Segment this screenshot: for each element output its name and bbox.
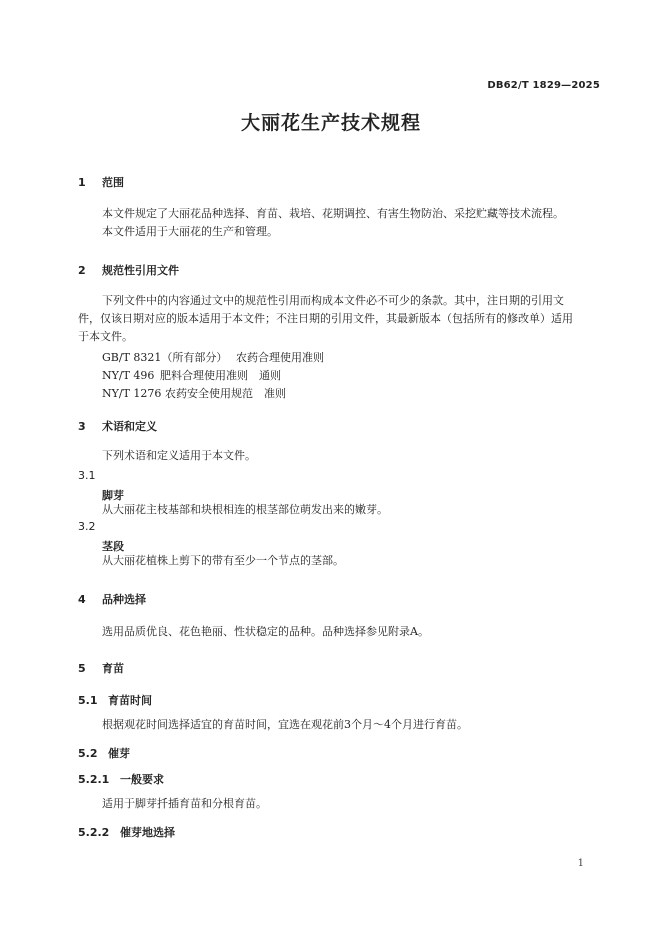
section-1-heading: [78, 174, 124, 190]
section-title: 术语和定义: [102, 420, 157, 433]
term-number: 3.1: [78, 469, 96, 482]
section-5-heading: [78, 660, 124, 676]
document-title: 大丽花生产技术规程: [240, 112, 421, 134]
subsection-5-2-1-heading: [78, 771, 164, 787]
section-title: 规范性引用文件: [102, 264, 179, 277]
reference-item: [102, 349, 324, 365]
term-number: 3.2: [78, 520, 96, 533]
section-2-heading: [78, 262, 179, 278]
reference-item: [102, 385, 286, 401]
paragraph: 适用于脚芽扦插育苗和分根育苗。: [102, 797, 267, 810]
section-number: 5.2.1: [78, 773, 110, 786]
reference-name: 农药合理使用准则: [236, 351, 324, 364]
section-number: 3: [78, 420, 86, 433]
section-title: 范围: [102, 176, 124, 189]
section-number: 5.1: [78, 694, 98, 707]
section-4-heading: [78, 591, 146, 607]
section-number: 4: [78, 593, 86, 606]
paragraph: 选用品质优良、花色艳丽、性状稳定的品种。品种选择参见附录A。: [102, 625, 429, 638]
standard-code: DB62/T 1829—2025: [487, 80, 600, 91]
section-title: 催芽: [108, 747, 130, 760]
paragraph: 本文件规定了大丽花品种选择、育苗、栽培、花期调控、有害生物防治、采挖贮藏等技术流程。: [102, 207, 564, 220]
reference-code: NY/T 496: [102, 369, 155, 382]
reference-name: 肥料合理使用准则 通则: [160, 369, 281, 382]
reference-item: [102, 367, 281, 383]
section-number: 2: [78, 264, 86, 277]
section-number: 5: [78, 662, 86, 675]
reference-code: GB/T 8321（所有部分）: [102, 351, 228, 364]
paragraph: 下列文件中的内容通过文中的规范性引用而构成本文件必不可少的条款。其中，注日期的引用文件，仅该日期对应的版本适用于本文件；不注日期的引用文件，其最新版本（包括所有的修改单）适用于本文件。: [78, 294, 573, 343]
term-name: 茎段: [102, 540, 124, 553]
paragraph: 根据观花时间选择适宜的育苗时间，宜选在观花前3个月～4个月进行育苗。: [102, 718, 468, 731]
subsection-5-2-heading: [78, 745, 130, 761]
section-3-heading: [78, 418, 157, 434]
section-title: 催芽地选择: [120, 826, 175, 839]
section-title: 育苗时间: [108, 694, 152, 707]
reference-name: 农药安全使用规范 准则: [165, 387, 286, 400]
term-name: 脚芽: [102, 489, 124, 502]
section-number: 1: [78, 176, 86, 189]
paragraph: 本文件适用于大丽花的生产和管理。: [102, 225, 278, 238]
subsection-5-2-2-heading: [78, 824, 175, 840]
subsection-5-1-heading: [78, 692, 152, 708]
section-title: 品种选择: [102, 593, 146, 606]
term-definition: 从大丽花主枝基部和块根相连的根茎部位萌发出来的嫩芽。: [102, 503, 388, 516]
term-definition: 从大丽花植株上剪下的带有至少一个节点的茎部。: [102, 554, 344, 567]
page-number: 1: [577, 858, 584, 869]
section-number: 5.2.2: [78, 826, 110, 839]
section-number: 5.2: [78, 747, 98, 760]
paragraph: 下列术语和定义适用于本文件。: [102, 449, 256, 462]
reference-code: NY/T 1276: [102, 387, 162, 400]
section-title: 育苗: [102, 662, 124, 675]
section-title: 一般要求: [120, 773, 164, 786]
